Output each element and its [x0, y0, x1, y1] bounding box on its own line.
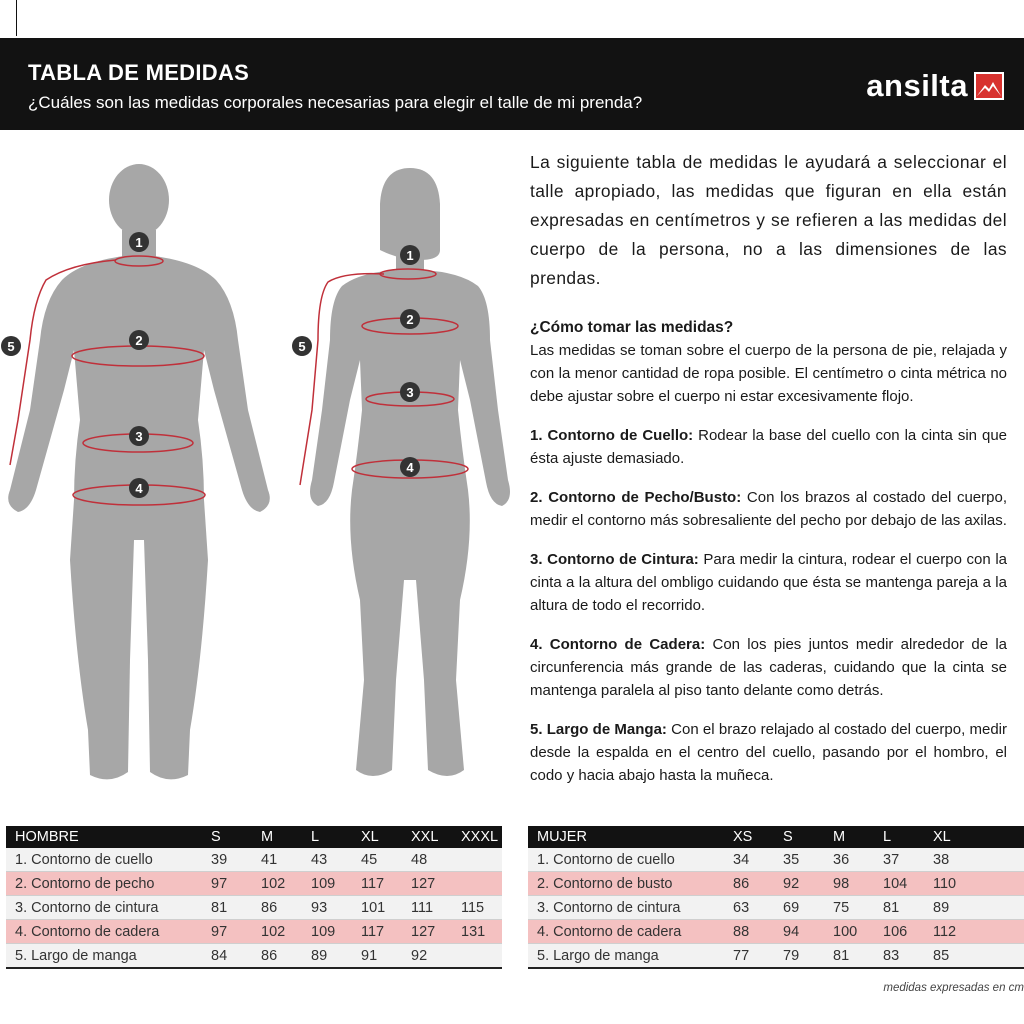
table-cell: 111 — [402, 896, 452, 920]
female-marker-5: 5 — [298, 339, 306, 354]
table-cell: 89 — [302, 944, 352, 969]
table-row — [528, 920, 1024, 944]
table-cell: 79 — [774, 944, 824, 969]
size-header: XXXL — [452, 826, 502, 848]
table-cell: 75 — [824, 896, 874, 920]
male-marker-5: 5 — [7, 339, 15, 354]
table-cell: 88 — [724, 920, 774, 944]
measure-item-text: Con los pies juntos medir alrededor de la circunferencia más grande de las caderas, cuidando que la cinta se mantenga paralela al piso tanto delante como detrás. — [530, 636, 1007, 699]
table-cell: 131 — [452, 920, 502, 944]
row-label: 5. Largo de manga — [6, 944, 202, 969]
top-rule — [16, 0, 17, 36]
table-cell: 117 — [352, 920, 402, 944]
measure-item-label: 5. Largo de Manga: — [530, 721, 667, 738]
table-cell: 127 — [402, 920, 452, 944]
instructions-column — [530, 148, 1007, 787]
men-size-table — [6, 826, 502, 969]
table-cell: 43 — [302, 848, 352, 872]
table-cell: 81 — [874, 896, 924, 920]
table-title: HOMBRE — [6, 826, 202, 848]
body-figures — [0, 160, 520, 800]
measure-item-text: Rodear la base del cuello con la cinta sin que ésta ajuste demasiado. — [530, 427, 1008, 467]
table-cell: 97 — [202, 920, 252, 944]
table-row — [528, 896, 1024, 920]
measure-item-label: 4. Contorno de Cadera: — [530, 636, 706, 653]
table-cell: 102 — [252, 920, 302, 944]
intro-paragraph: La siguiente tabla de medidas le ayudará a seleccionar el talle apropiado, las medidas que figuran en ella están expresadas en centímetros y se refieren a las medidas del cuerpo de la persona, no a las dimensiones de las prendas. — [530, 152, 1007, 288]
page-title: TABLA DE MEDIDAS — [28, 60, 250, 85]
table-cell: 104 — [874, 872, 924, 896]
table-row — [6, 920, 502, 944]
measure-item-text: Con los brazos al costado del cuerpo, medir el contorno más sobresaliente del pecho por debajo de las axilas. — [530, 489, 1008, 529]
table-cell: 39 — [202, 848, 252, 872]
size-header: S — [774, 826, 824, 848]
size-header: M — [252, 826, 302, 848]
measure-item-label: 2. Contorno de Pecho/Busto: — [530, 489, 742, 506]
table-title: MUJER — [528, 826, 724, 848]
male-marker-4: 4 — [135, 481, 143, 496]
table-cell: 89 — [924, 896, 1024, 920]
measure-item-hip — [530, 633, 1007, 702]
table-cell: 63 — [724, 896, 774, 920]
table-cell: 86 — [252, 944, 302, 969]
row-label: 3. Contorno de cintura — [528, 896, 724, 920]
row-label: 2. Contorno de busto — [528, 872, 724, 896]
table-cell: 69 — [774, 896, 824, 920]
table-cell: 101 — [352, 896, 402, 920]
table-cell: 91 — [352, 944, 402, 969]
size-header: L — [302, 826, 352, 848]
table-cell: 37 — [874, 848, 924, 872]
measure-item-sleeve — [530, 718, 1007, 787]
table-cell: 81 — [824, 944, 874, 969]
brand-logo — [866, 68, 1004, 104]
table-row — [528, 872, 1024, 896]
measure-item-label: 1. Contorno de Cuello: — [530, 427, 694, 444]
table-header-row — [528, 826, 1024, 848]
table-cell: 77 — [724, 944, 774, 969]
measure-item-text: Con el brazo relajado al costado del cuerpo, medir desde la espalda en el centro del cuello, pasando por el hombro, el codo y hacia abajo hasta la muñeca. — [530, 721, 1007, 784]
table-cell: 97 — [202, 872, 252, 896]
row-label: 1. Contorno de cuello — [528, 848, 724, 872]
table-cell: 41 — [252, 848, 302, 872]
size-header: XL — [924, 826, 1024, 848]
table-cell: 109 — [302, 872, 352, 896]
male-marker-2: 2 — [135, 333, 143, 348]
how-to-measure-text: Las medidas se toman sobre el cuerpo de la persona de pie, relajada y con la menor cantidad de ropa posible. El centímetro o cinta métrica no debe ajustar sobre el cuerpo ni estar excesivamente flojo. — [530, 342, 1007, 405]
table-cell: 115 — [452, 896, 502, 920]
size-header: XXL — [402, 826, 452, 848]
table-cell: 34 — [724, 848, 774, 872]
women-size-table — [528, 826, 1024, 969]
brand-wordmark: ansilta — [866, 68, 968, 103]
female-marker-2: 2 — [406, 312, 414, 327]
table-row — [6, 848, 502, 872]
row-label: 4. Contorno de cadera — [528, 920, 724, 944]
table-cell: 127 — [402, 872, 452, 896]
row-label: 5. Largo de manga — [528, 944, 724, 969]
table-row — [528, 848, 1024, 872]
table-cell: 45 — [352, 848, 402, 872]
female-marker-1: 1 — [406, 248, 414, 263]
table-cell — [452, 872, 502, 896]
table-cell: 106 — [874, 920, 924, 944]
table-cell: 84 — [202, 944, 252, 969]
table-row — [6, 896, 502, 920]
units-note: medidas expresadas en cm — [883, 982, 1024, 994]
row-label: 4. Contorno de cadera — [6, 920, 202, 944]
table-cell: 35 — [774, 848, 824, 872]
table-cell: 109 — [302, 920, 352, 944]
size-header: L — [874, 826, 924, 848]
how-to-measure-heading: ¿Cómo tomar las medidas? — [530, 319, 734, 336]
table-cell: 83 — [874, 944, 924, 969]
table-cell: 93 — [302, 896, 352, 920]
measure-item-waist — [530, 548, 1007, 617]
size-header: M — [824, 826, 874, 848]
page-subtitle: ¿Cuáles son las medidas corporales necesarias para elegir el talle de mi prenda? — [28, 93, 643, 112]
female-marker-4: 4 — [406, 460, 414, 475]
table-cell: 38 — [924, 848, 1024, 872]
table-cell: 86 — [252, 896, 302, 920]
table-row — [6, 944, 502, 969]
male-marker-1: 1 — [135, 235, 143, 250]
size-header: XS — [724, 826, 774, 848]
measure-item-chest — [530, 486, 1007, 532]
body-figures-svg — [0, 160, 520, 800]
size-header: S — [202, 826, 252, 848]
table-cell — [452, 848, 502, 872]
table-cell: 81 — [202, 896, 252, 920]
table-cell: 92 — [774, 872, 824, 896]
table-cell: 36 — [824, 848, 874, 872]
mountain-logo-icon — [974, 72, 1004, 100]
table-cell: 86 — [724, 872, 774, 896]
table-cell: 102 — [252, 872, 302, 896]
measure-item-label: 3. Contorno de Cintura: — [530, 551, 699, 568]
measure-item-neck — [530, 424, 1007, 470]
table-cell: 112 — [924, 920, 1024, 944]
table-cell: 48 — [402, 848, 452, 872]
table-cell: 100 — [824, 920, 874, 944]
table-cell: 117 — [352, 872, 402, 896]
size-header: XL — [352, 826, 402, 848]
table-header-row — [6, 826, 502, 848]
row-label: 3. Contorno de cintura — [6, 896, 202, 920]
row-label: 2. Contorno de pecho — [6, 872, 202, 896]
female-marker-3: 3 — [406, 385, 414, 400]
table-cell: 110 — [924, 872, 1024, 896]
table-cell: 94 — [774, 920, 824, 944]
table-cell: 92 — [402, 944, 452, 969]
table-cell: 98 — [824, 872, 874, 896]
table-row — [6, 872, 502, 896]
table-cell — [452, 944, 502, 969]
measure-item-text: Para medir la cintura, rodear el cuerpo con la cinta a la altura del ombligo cuidando que ésta se mantenga pareja a la altura de todo el recorrido. — [530, 551, 1007, 614]
row-label: 1. Contorno de cuello — [6, 848, 202, 872]
header-bar — [0, 38, 1024, 130]
male-marker-3: 3 — [135, 429, 143, 444]
table-cell: 85 — [924, 944, 1024, 969]
table-row — [528, 944, 1024, 969]
